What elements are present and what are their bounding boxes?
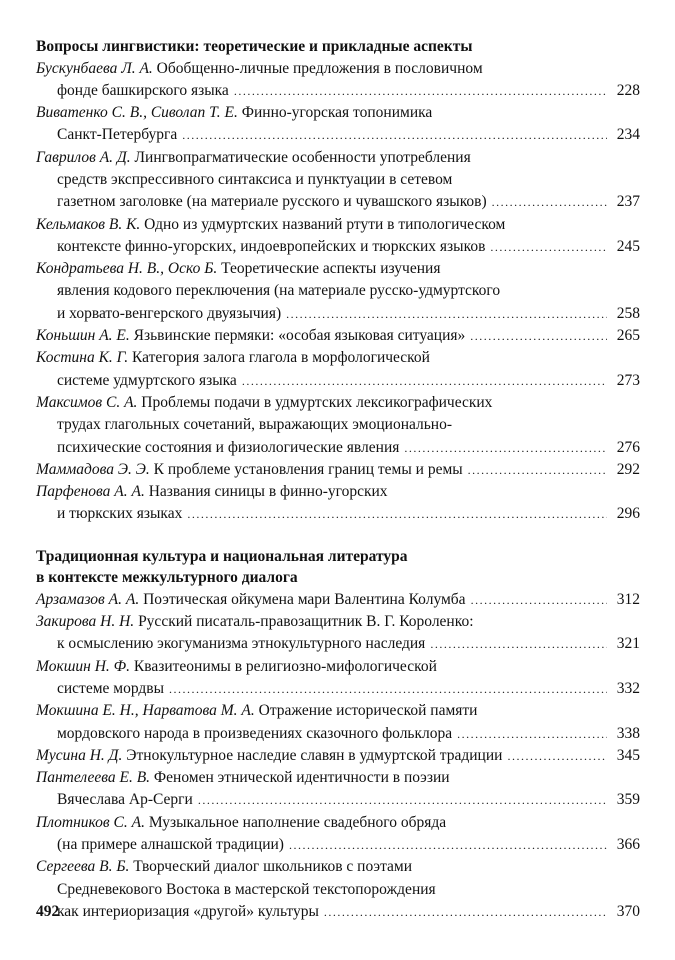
entry-line [36,258,640,280]
toc-entry [36,656,640,701]
entry-title-text: Санкт-Петербурга [57,126,178,144]
toc-entry [36,700,640,745]
page-number: 492 [36,903,60,920]
entry-line [36,102,640,124]
entry-text [57,901,319,923]
entry-title-text: фонде башкирского языка [57,81,229,99]
leader-dots [457,723,607,745]
entry-text [57,879,436,901]
entry-page-number: 321 [616,635,640,653]
entry-page-number: 292 [616,460,640,478]
entry-text [36,459,463,481]
entry-text [57,280,500,302]
entry-title-text: трудах глагольных сочетаний, выражающих эмоционально- [57,416,453,434]
leader-dots [468,459,607,481]
toc-entry [36,214,640,259]
entry-line [36,879,640,901]
entry-author: Пантелеева Е. В. [36,769,151,787]
entry-title-text: Лингвопрагматические особенности употребления [130,148,471,166]
entry-page-number: 273 [616,371,640,389]
leader-dots [182,124,607,146]
toc-entry [36,147,640,214]
entry-text [57,124,177,146]
entry-text [57,633,425,655]
entry-page-number: 359 [616,791,640,809]
entry-author: Закирова Н. Н. [36,613,135,631]
entry-author: Гаврилов А. Д. [36,148,131,166]
entry-line [36,503,640,525]
entry-author: Сергеева В. Б. [36,858,130,876]
entry-page-number: 366 [616,836,640,853]
entry-title-text: Проблемы подачи в удмуртских лексикографических [137,393,493,411]
entry-line [36,414,640,436]
entry-title-text: Творческий диалог школьников с поэтами [129,858,413,876]
toc-entry [36,745,640,767]
toc-container [36,36,640,923]
section-title: Традиционная культура и национальная литература [36,547,408,565]
entry-line [36,191,640,213]
entry-line [36,236,640,258]
entry-line [36,678,640,700]
leader-dots [289,834,607,856]
entry-text [36,258,440,280]
entry-line [36,303,640,325]
entry-text [57,414,452,436]
entry-page-number: 370 [616,902,640,920]
entry-text [57,503,182,525]
leader-dots [471,589,607,611]
entry-line [36,347,640,369]
entry-text [57,834,284,856]
entry-author: Коньшин А. Е. [36,327,130,345]
toc-entry [36,767,640,812]
entry-text [57,169,452,191]
toc-entry [36,481,640,526]
entry-page-number: 276 [616,438,640,456]
entry-text [36,656,437,678]
entry-title-text: явления кодового переключения (на материале русско-удмуртского [57,282,501,300]
entry-line [36,80,640,102]
entry-line [36,901,640,923]
entry-title-text: Одно из удмуртских названий ртути в типологическом [140,215,506,233]
toc-entry [36,258,640,325]
leader-dots [286,303,607,325]
entry-line [36,633,640,655]
entry-page-number: 265 [616,327,640,345]
entry-title-text: Музыкальное наполнение свадебного обряда [144,813,447,831]
entry-title-text: Отражение исторической памяти [254,702,478,720]
entry-text [57,437,399,459]
entry-text [36,700,477,722]
entry-title-text: газетном заголовке (на материале русского и чувашского языков) [57,193,487,211]
entry-author: Бускунбаева Л. А. [36,59,153,77]
toc-entry [36,392,640,459]
entry-text [57,678,164,700]
entry-title-text: Обобщенно-личные предложения в пословичном [152,59,483,77]
toc-entry [36,325,640,347]
entry-text [36,102,432,124]
toc-entry [36,58,640,103]
leader-dots [324,901,607,923]
entry-page-number: 312 [616,590,640,608]
entry-text [36,347,430,369]
entry-page-number: 237 [616,193,640,211]
entry-author: Кельмаков В. К. [36,215,141,233]
entry-title-text: Феномен этнической идентичности в поэзии [150,769,450,787]
entry-text [36,481,388,503]
entry-text [57,370,237,392]
entry-line [36,325,640,347]
entry-author: Парфенова А. А. [36,483,145,501]
entry-text [36,767,450,789]
entry-text [36,214,505,236]
leader-dots [404,437,607,459]
entry-title-text: как интериоризация «другой» культуры [57,902,319,920]
leader-dots [242,370,607,392]
entry-title-text: Теоретические аспекты изучения [217,260,441,278]
toc-entry [36,611,640,656]
leader-dots [234,80,607,102]
entry-text [57,303,281,325]
entry-author: Плотников С. А. [36,813,145,831]
entry-text [36,325,465,347]
leader-dots [169,678,607,700]
entry-line [36,767,640,789]
entry-author: Мокшина Е. Н., Нарватова М. А. [36,702,255,720]
entry-page-number: 258 [616,304,640,322]
entry-title-text: контексте финно-угорских, индоевропейских и тюркских языков [57,237,486,255]
entry-line [36,459,640,481]
entry-author: Кондратьева Н. В., Оско Б. [36,260,218,278]
entry-line [36,280,640,302]
entry-author: Арзамазов А. А. [36,590,140,608]
entry-text [57,191,487,213]
entry-page-number: 296 [616,505,640,523]
toc-section [36,36,640,526]
entry-text [36,856,412,878]
entry-title-text: системе мордвы [57,679,164,697]
entry-title-text: Названия синицы в финно-угорских [144,483,388,501]
entry-line [36,124,640,146]
entry-line [36,611,640,633]
entry-text [36,392,492,414]
entry-title-text: Язьвинские пермяки: «особая языковая ситуация» [129,327,466,345]
entry-line [36,812,640,834]
entry-text [36,589,466,611]
entry-line [36,789,640,811]
leader-dots [470,325,607,347]
entry-title-text: (на примере алнашской традиции) [57,836,284,853]
entry-title-text: Квазитеонимы в религиозно-мифологической [130,657,437,675]
entry-page-number: 332 [616,679,640,697]
entry-title-text: Вячеслава Ар-Серги [57,791,193,809]
entry-title-text: Этнокультурное наследие славян в удмуртской традиции [122,746,503,764]
entry-author: Костина К. Г. [36,349,129,367]
entry-page-number: 234 [616,126,640,144]
entry-title-text: к осмыслению экогуманизма этнокультурного наследия [57,635,426,653]
entry-title-text: и хорвато-венгерского двуязычия) [57,304,282,322]
entry-page-number: 338 [616,724,640,742]
entry-title-text: Категория залога глагола в морфологической [128,349,430,367]
entry-text [36,611,474,633]
entry-author: Виватенко С. В., Сиволап Т. Е. [36,104,238,122]
entry-title-text: системе удмуртского языка [57,371,237,389]
entry-text [36,58,483,80]
entry-line [36,745,640,767]
entry-author: Мокшин Н. Ф. [36,657,130,675]
toc-entry [36,589,640,611]
entry-title-text: Русский писаталь-правозащитник В. Г. Короленко: [134,613,474,631]
entry-text [36,812,446,834]
entry-line [36,58,640,80]
entry-title-text: и тюркских языках [57,505,183,523]
entry-text [36,147,471,169]
toc-section [36,546,640,923]
entry-title-text: К проблеме установления границ темы и ремы [149,460,463,478]
entry-line [36,169,640,191]
entry-text [57,236,485,258]
entry-page-number: 245 [616,237,640,255]
entry-line [36,723,640,745]
entry-page-number: 345 [616,746,640,764]
leader-dots [198,789,607,811]
entry-text [36,745,502,767]
entry-line [36,656,640,678]
entry-line [36,147,640,169]
entry-author: Максимов С. А. [36,393,138,411]
entry-line [36,437,640,459]
entry-title-text: психические состояния и физиологические явления [57,438,400,456]
entry-line [36,856,640,878]
entry-line [36,589,640,611]
entry-text [57,80,229,102]
toc-entry [36,347,640,392]
entry-line [36,214,640,236]
leader-dots [507,745,607,767]
entry-title-text: Финно-угорская топонимика [237,104,433,122]
section-title: в контексте межкультурного диалога [36,569,298,587]
section-title: Вопросы лингвистики: теоретические и прикладные аспекты [36,38,473,55]
entry-line [36,834,640,856]
entry-text [57,723,452,745]
entry-author: Мусина Н. Д. [36,746,123,764]
leader-dots [490,236,607,258]
leader-dots [430,633,607,655]
leader-dots [187,503,607,525]
entry-line [36,370,640,392]
entry-page-number: 228 [616,81,640,99]
entry-line [36,392,640,414]
toc-entry [36,459,640,481]
toc-entry [36,102,640,147]
entry-author: Маммадова Э. Э. [36,460,150,478]
toc-entry [36,856,640,923]
entry-title-text: Средневекового Востока в мастерской текстопорождения [57,880,436,898]
entry-title-text: мордовского народа в произведениях сказочного фольклора [57,724,453,742]
entry-line [36,481,640,503]
entry-title-text: средств экспрессивного синтаксиса и пунктуации в сетевом [57,170,453,188]
toc-entry [36,812,640,857]
entry-line [36,700,640,722]
leader-dots [492,191,607,213]
entry-text [57,789,193,811]
entry-title-text: Поэтическая ойкумена мари Валентина Колумба [139,590,466,608]
